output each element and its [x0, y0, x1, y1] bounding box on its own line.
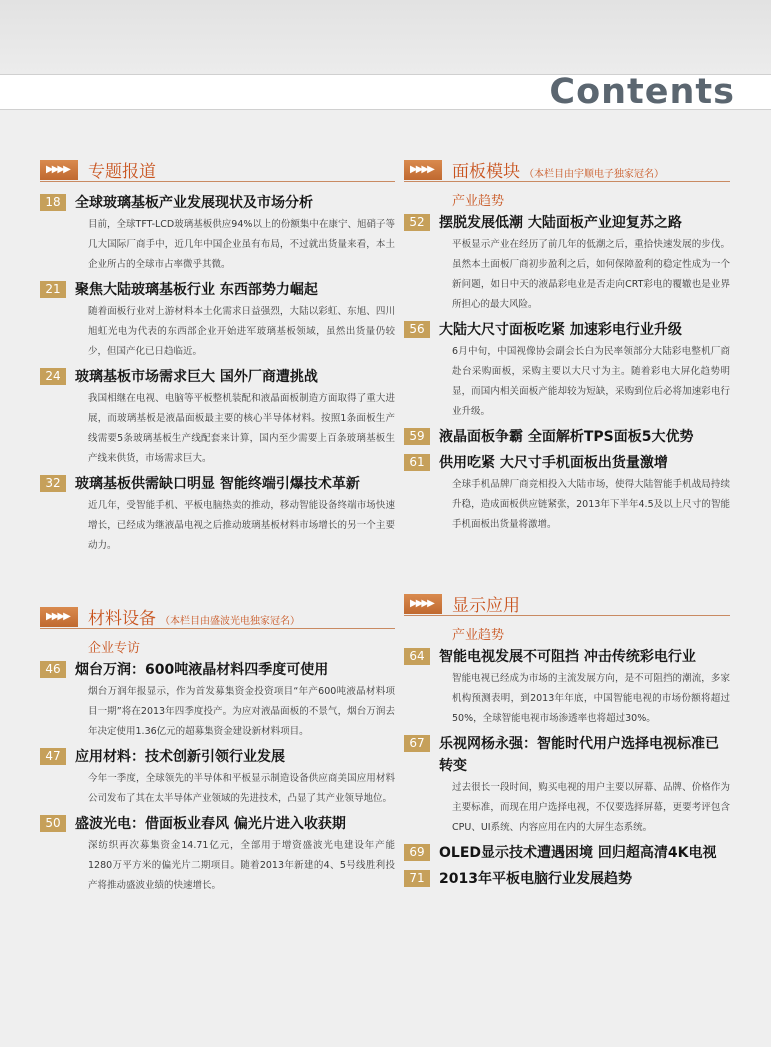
- article-title[interactable]: 摆脱发展低潮 大陆面板产业迎复苏之路: [439, 215, 682, 231]
- article-title[interactable]: 全球玻璃基板产业发展现状及市场分析: [75, 195, 313, 211]
- sub-heading: 企业专访: [88, 641, 141, 656]
- article-title[interactable]: 大陆大尺寸面板吃紧 加速彩电行业升级: [439, 322, 682, 338]
- article-title[interactable]: OLED显示技术遭遇困境 回归超高清4K电视: [439, 845, 717, 861]
- article-summary: 过去很长一段时间，购买电视的用户主要以屏幕、品牌、价格作为主要标准，而现在用户选择电视，不仅要选择屏幕，更要考评包含CPU、UI系统、内容应用在内的大屏生态系统。: [452, 782, 730, 833]
- page-number-badge: 56: [404, 321, 430, 338]
- article-summary: 近几年，受智能手机、平板电脑热卖的推动，移动智能设备终端市场快速增长，已经成为继液晶电视之后推动玻璃基板材料市场增长的另一个主要动力。: [88, 500, 395, 551]
- section-header: [40, 160, 395, 182]
- article-title[interactable]: 2013年平板电脑行业发展趋势: [439, 871, 632, 887]
- section-zhuanti: [40, 160, 395, 556]
- section-title: 专题报道: [88, 162, 156, 182]
- page-number-badge: 21: [40, 281, 66, 298]
- article-title[interactable]: 玻璃基板供需缺口明显 智能终端引爆技术革新: [75, 476, 360, 492]
- section-header: [404, 594, 730, 616]
- sub-heading: 产业趋势: [452, 628, 505, 643]
- article-summary: 6月中旬，中国视像协会副会长白为民率领部分大陆彩电整机厂商赴台采购面板，采购主要以大尺寸为主。随着彩电大屏化趋势明显，而国内相关面板产能却较为短缺，采购到位后必将加速彩电行业升级。: [452, 346, 730, 417]
- article-item[interactable]: [40, 279, 395, 362]
- page-number-badge: 71: [404, 870, 430, 887]
- section-mianban: [404, 160, 730, 535]
- page-number-badge: 61: [404, 454, 430, 471]
- article-summary: 随着面板行业对上游材料本土化需求日益强烈，大陆以彩虹、东旭、四川旭虹光电为代表的东西部企业开始进军玻璃基板领域，虽然出货量仍较少，但国产化已日趋临近。: [88, 306, 395, 357]
- section-arrow-icon: ▶▶▶▶: [40, 160, 78, 180]
- article-item[interactable]: [404, 319, 730, 422]
- section-cailiao: [40, 607, 395, 896]
- page-number-badge: 69: [404, 844, 430, 861]
- article-summary: 深纺织再次募集资金14.71亿元，全部用于增资盛波光电建设年产能1280万平方米的偏光片二期项目。随着2013年新建的4、5号线胜利投产将推动盛波业绩的快速增长。: [88, 840, 395, 891]
- article-item[interactable]: [40, 746, 395, 809]
- article-item[interactable]: [404, 452, 730, 535]
- section-xianshi: [404, 594, 730, 890]
- article-item[interactable]: [404, 842, 730, 864]
- article-item[interactable]: [40, 659, 395, 742]
- page-number-badge: 50: [40, 815, 66, 832]
- article-summary: 平板显示产业在经历了前几年的低潮之后，重拾快速发展的步伐。虽然本土面板厂商初步盈利之后，如何保障盈利的稳定性成为一个新问题，如日中天的液晶彩电业是否走向CRT彩电的覆辙也是业界所担心的最大风险。: [452, 239, 730, 310]
- section-arrow-icon: ▶▶▶▶: [404, 160, 442, 180]
- article-title[interactable]: 聚焦大陆玻璃基板行业 东西部势力崛起: [75, 282, 318, 298]
- page-number-badge: 67: [404, 735, 430, 752]
- article-item[interactable]: [404, 868, 730, 890]
- article-title[interactable]: 液晶面板争霸 全面解析TPS面板5大优势: [439, 429, 694, 445]
- page-number-badge: 52: [404, 214, 430, 231]
- article-item[interactable]: [40, 813, 395, 896]
- article-title[interactable]: 烟台万润：600吨液晶材料四季度可使用: [75, 662, 329, 678]
- section-arrow-icon: ▶▶▶▶: [404, 594, 442, 614]
- page-number-badge: 46: [40, 661, 66, 678]
- article-summary: 目前，全球TFT-LCD玻璃基板供应94%以上的份额集中在康宁、旭硝子等几大国际厂商手中，近几年中国企业虽有布局，不过就出货量来看，本土企业所占的全球市占率微乎其微。: [88, 219, 395, 270]
- article-title[interactable]: 玻璃基板市场需求巨大 国外厂商遭挑战: [75, 369, 318, 385]
- article-item[interactable]: [404, 733, 730, 838]
- page-number-badge: 64: [404, 648, 430, 665]
- section-arrow-icon: ▶▶▶▶: [40, 607, 78, 627]
- article-title[interactable]: 乐视网杨永强：智能时代用户选择电视标准已转变: [439, 736, 719, 774]
- article-title[interactable]: 盛波光电：借面板业春风 偏光片进入收获期: [75, 816, 346, 832]
- section-title: 显示应用: [452, 596, 520, 616]
- section-header: [404, 160, 730, 182]
- article-summary: 智能电视已经成为市场的主流发展方向，是不可阻挡的潮流，多家机构预测表明，到2013年年底，中国智能电视的市场份额将超过50%，全球智能电视市场渗透率也将超过30%。: [452, 673, 730, 724]
- article-title[interactable]: 智能电视发展不可阻挡 冲击传统彩电行业: [439, 649, 696, 665]
- page-number-badge: 18: [40, 194, 66, 211]
- article-item[interactable]: [404, 426, 730, 448]
- article-item[interactable]: [40, 192, 395, 275]
- page-number-badge: 24: [40, 368, 66, 385]
- section-sponsor: （本栏目由宇顺电子独家冠名）: [524, 169, 664, 180]
- page-number-badge: 59: [404, 428, 430, 445]
- section-title: 面板模块: [452, 162, 520, 182]
- section-title: 材料设备: [88, 609, 156, 629]
- section-sponsor: （本栏目由盛波光电独家冠名）: [160, 616, 300, 627]
- article-summary: 今年一季度，全球领先的半导体和平板显示制造设备供应商美国应用材料公司发布了其在太半导体产业领域的先进技术，凸显了其产业领导地位。: [88, 773, 395, 804]
- article-item[interactable]: [40, 366, 395, 469]
- article-summary: 烟台万润年报显示，作为首发募集资金投资项目“年产600吨液晶材料项目一期”将在2013年四季度投产。为应对液晶面板的不景气，烟台万润去年决定使用1.36亿元的超募集资金建设新材料项目。: [88, 686, 395, 737]
- page-number-badge: 47: [40, 748, 66, 765]
- article-summary: 我国相继在电视、电脑等平板整机装配和液晶面板制造方面取得了重大进展，而玻璃基板是液晶面板最主要的核心半导体材料。按照1条面板生产线需要5条玻璃基板生产线配套来计算，国内至少需要上百条玻璃基板生产线来供货，市场需求巨大。: [88, 393, 395, 464]
- article-title[interactable]: 应用材料：技术创新引领行业发展: [75, 749, 285, 765]
- sub-heading: 产业趋势: [452, 194, 505, 209]
- top-band: [0, 0, 771, 74]
- article-summary: 全球手机品牌厂商竞相投入大陆市场，使得大陆智能手机战局持续升稳，造成面板供应链紧张，2013年下半年4.5及以上尺寸的智能手机面板出货量将激增。: [452, 479, 730, 530]
- article-title[interactable]: 供用吃紧 大尺寸手机面板出货量激增: [439, 455, 668, 471]
- article-item[interactable]: [404, 646, 730, 729]
- section-header: [40, 607, 395, 629]
- article-item[interactable]: [404, 212, 730, 315]
- article-item[interactable]: [40, 473, 395, 556]
- page-title: Contents: [549, 72, 735, 112]
- page-number-badge: 32: [40, 475, 66, 492]
